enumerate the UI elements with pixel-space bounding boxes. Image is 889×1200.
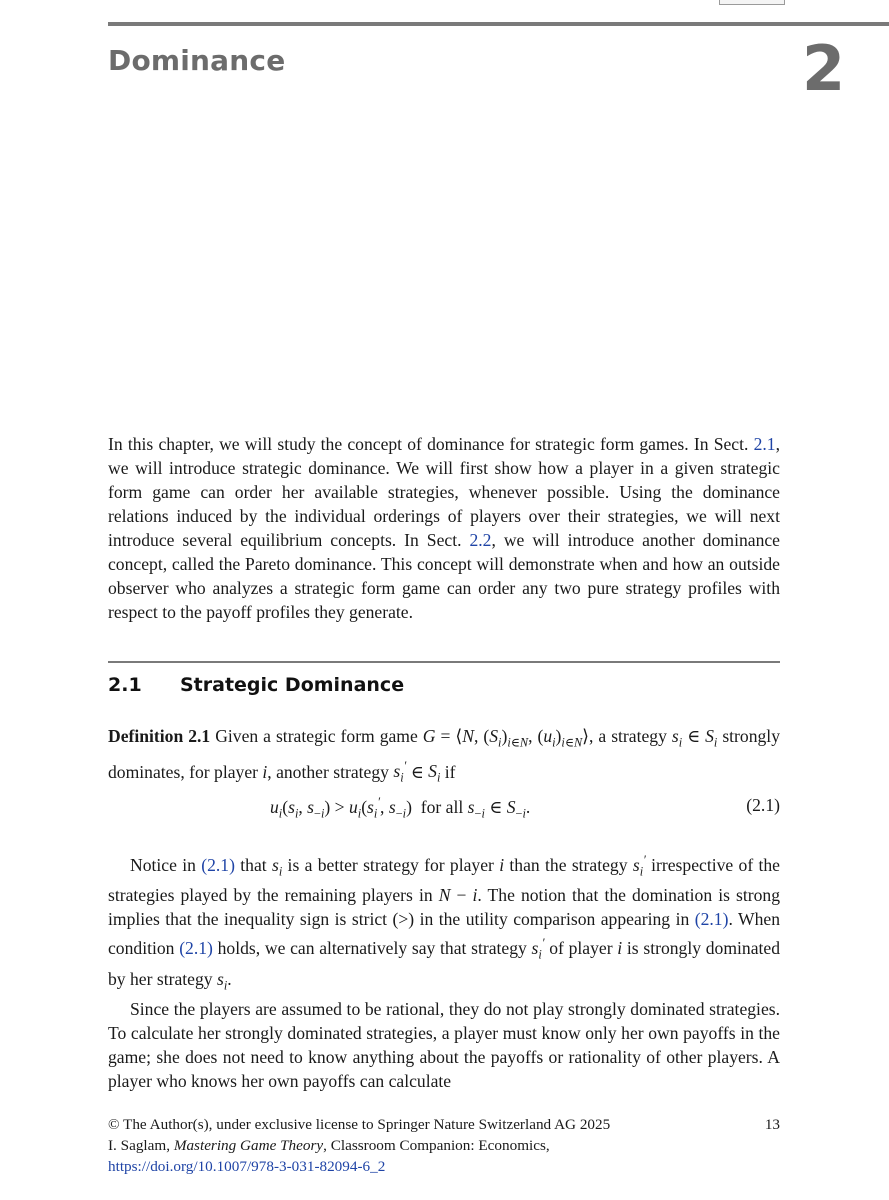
book-title: Mastering Game Theory [173, 1137, 324, 1154]
page-footer [108, 1114, 780, 1177]
abstract-text-3: , we will introduce another dominance concept, called the Pareto dominance. This concept will demonstrate when and how an outside observer who analyzes a strategic form game can order any two pure strategy profiles with respect to the payoff profiles they generate. [108, 530, 780, 622]
section-link-2-1[interactable]: 2.1 [753, 434, 776, 454]
equation-body: $u_i(s_i$, $s_{-i}) > u_i(s_i'$, $s_{-i}$) for all $s_{-i}$ ∈ $S_{-i}$. [270, 795, 531, 821]
page-number: 13 [764, 1116, 780, 1133]
section-number: 2.1 [108, 674, 142, 696]
abstract-text-1: In this chapter, we will study the concept of dominance for strategic form games. In Sect. [108, 434, 754, 454]
definition-text: , another strategy [267, 761, 394, 782]
chapter-title: Dominance [108, 44, 286, 77]
definition-label: Definition 2.1 [108, 726, 211, 746]
equation-text: for all [420, 796, 464, 817]
definition-text: Given a strategic form game [210, 726, 423, 746]
equation-link[interactable]: (2.1) [201, 854, 235, 875]
definition-text: if [440, 761, 456, 782]
body-text [108, 848, 780, 1093]
equation-link[interactable]: (2.1) [694, 909, 729, 930]
equation-2-1 [108, 795, 780, 821]
paragraph: Since the players are assumed to be rational, they do not play strongly dominated strategies. To calculate her strongly dominated strategies, a player must know only her own payoffs in the game; she does not need to know anything about the payoffs or rationality of other players. A player who knows her own payoffs can calculate [108, 999, 780, 1092]
game-formula: G [422, 726, 436, 746]
header-rule [108, 22, 889, 26]
definition-text: strongly dominates, for player [108, 726, 780, 782]
top-page-tab [719, 0, 785, 5]
paragraph: Notice in (2.1) that $s_i$ is a better strategy for player i than the strategy $s_i'$ irrespective of the strategies played by the remaining players in N − i. The notion that the domination is strong implies that the inequality sign is strict (>) in the utility comparison appearing in (2.1). When condition (2.1) holds, we can alternatively say that strategy $s_i'$ of player i is strongly dominated by her strategy $s_i$. [108, 853, 781, 993]
section-rule [108, 661, 780, 663]
section-heading [108, 674, 404, 696]
equation-link[interactable]: (2.1) [179, 938, 213, 959]
section-link-2-2[interactable]: 2.2 [469, 530, 492, 550]
copyright-line: © The Author(s), under exclusive license to Springer Nature Switzerland AG 2025 [108, 1116, 611, 1133]
definition-text: , a strategy [589, 726, 672, 746]
doi-link[interactable]: https://doi.org/10.1007/978-3-031-82094-6_2 [108, 1158, 386, 1175]
section-title: Strategic Dominance [180, 674, 405, 696]
citation-line: I. Saglam, Mastering Game Theory, Classroom Companion: Economics, [108, 1137, 550, 1154]
equation-number: (2.1) [746, 795, 780, 815]
definition-2-1: Definition 2.1 Given a strategic form game G = ⟨N, $(S_i)_{i\in N}$, $(u_i)_{i\in N}⟩$, a strategy $s_i$ ∈ $S_i$ strongly dominates, for player i, another strategy $s_i'$ ∈ $S_i$ if [108, 726, 780, 785]
chapter-abstract [108, 432, 780, 624]
chapter-number: 2 [802, 32, 846, 105]
abstract-text-2: , we will introduce strategic dominance. We will first show how a player in a given strategic form game can order her available strategies, whenever possible. Using the dominance relations induced by the individual orderings of players over their strategies, we will next introduce several equilibrium concepts. In Sect. [108, 434, 780, 550]
